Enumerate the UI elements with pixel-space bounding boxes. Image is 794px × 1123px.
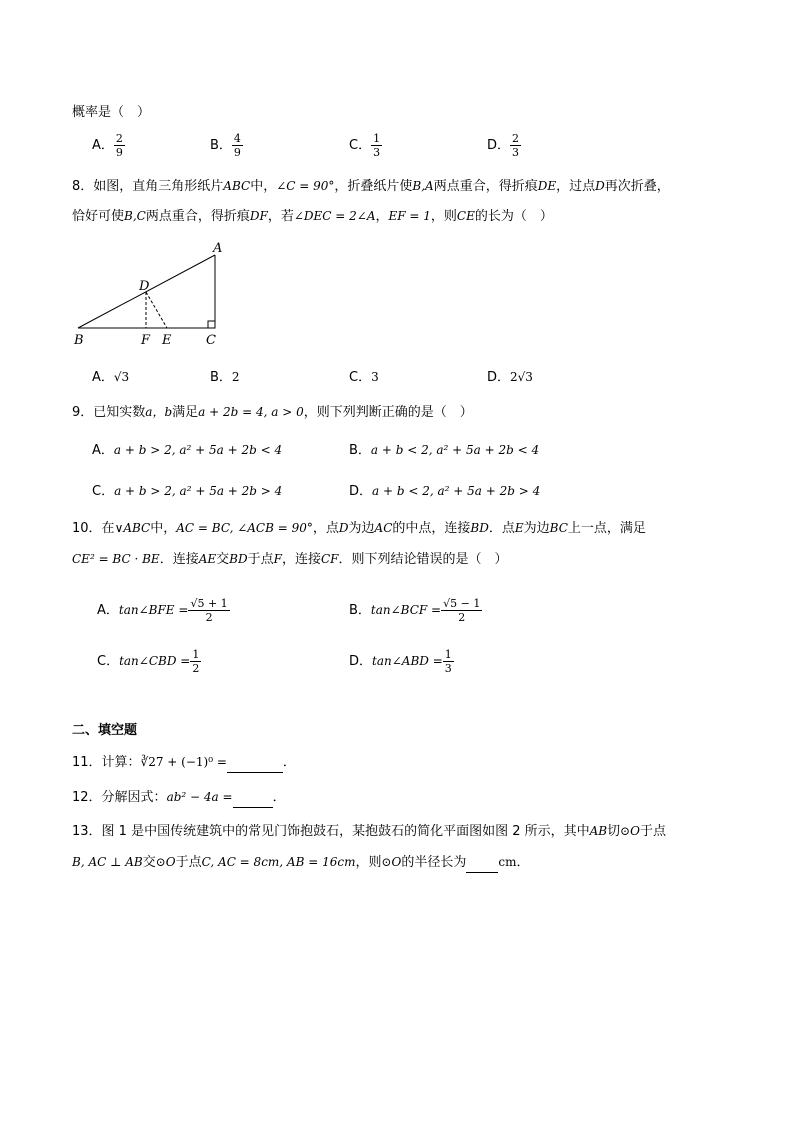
answer-blank[interactable] [466,854,498,873]
q9-option-c[interactable]: C．a + b > 2, a² + 5a + 2b > 4 [92,484,283,499]
q8-stem-line1: 8．如图，直角三角形纸片ABC中，∠C = 90°，折叠纸片使B,A两点重合，得折痕DE，过点D再次折叠， [72,179,670,194]
label-d: D [139,279,150,294]
label-f: F [141,333,151,348]
right-angle-mark [208,321,215,328]
q12-stem: 12．分解因式：ab² − 4a = ． [72,788,286,808]
label-b: B [74,333,84,348]
label-a: A [213,241,223,256]
fraction: $\frac{√5 - 1}{2}$ [443,597,481,624]
q9-option-a[interactable]: A．a + b > 2, a² + 5a + 2b < 4 [92,443,283,458]
q8-triangle-figure [60,238,240,350]
q10-option-b[interactable]: B．tan∠BCF = $\frac{√5 - 1}{2}$ [349,597,481,624]
fraction: $\frac{2}{9}$ [115,132,123,159]
q7-option-a[interactable] [92,132,125,159]
fraction: $\frac{1}{3}$ [373,132,381,159]
option-letter: C． [349,138,372,153]
fraction: $\frac{√5 + 1}{2}$ [190,597,228,624]
fraction: $\frac{2}{3}$ [512,132,520,159]
label-e: E [162,333,172,348]
q13-stem-line2: B, AC ⊥ AB交⊙O于点C, AC = 8cm, AB = 16cm，则⊙O的半径长为 cm． [72,853,530,873]
q11-stem: 11．计算：∛27 + (−1)⁰ = ． [72,753,296,773]
fraction: $\frac{1}{3}$ [444,648,452,675]
q8-option-d[interactable]: D．2√3 [487,370,533,385]
fraction: $\frac{1}{2}$ [192,648,200,675]
q10-stem-line2: CE² = BC · BE．连接AE交BD于点F，连接CF．则下列结论错误的是（ ） [72,552,508,567]
fold-line-de [146,292,167,328]
q10-option-d[interactable]: D．tan∠ABD = $\frac{1}{3}$ [349,648,452,675]
q8-option-a[interactable]: A．√3 [92,370,130,385]
q10-option-c[interactable]: C．tan∠CBD = $\frac{1}{2}$ [97,648,200,675]
q7-option-c[interactable] [349,132,382,159]
q10-option-a[interactable]: A．tan∠BFE = $\frac{√5 + 1}{2}$ [97,597,228,624]
label-c: C [206,333,216,348]
q9-stem: 9．已知实数a，b满足a + 2b = 4, a > 0，则下列判断正确的是（ ） [72,405,473,420]
q7-option-d[interactable] [487,132,521,159]
option-letter: D． [487,138,511,153]
q8-option-b[interactable]: B．2 [210,370,240,385]
fraction: $\frac{4}{9}$ [233,132,241,159]
q9-option-b[interactable]: B．a + b < 2, a² + 5a + 2b < 4 [349,443,540,458]
q7-stem-tail: 概率是（ ） [72,105,151,120]
q9-option-d[interactable]: D．a + b < 2, a² + 5a + 2b > 4 [349,484,541,499]
q7-option-b[interactable] [210,132,243,159]
answer-blank[interactable] [227,754,283,773]
option-letter: B． [210,138,232,153]
q8-option-c[interactable]: C．3 [349,370,379,385]
option-letter: A． [92,138,114,153]
q8-stem-line2: 恰好可使B,C两点重合，得折痕DF，若∠DEC = 2∠A，EF = 1，则CE的长为（ ） [72,209,553,224]
section-title: 二、填空题 [72,723,138,738]
q13-stem-line1: 13．图 1 是中国传统建筑中的常见门饰抱鼓石，某抱鼓石的简化平面图如图 2 所示，其中AB切⊙O于点 [72,824,667,839]
q10-stem-line1: 10．在∨ABC中，AC = BC, ∠ACB = 90°，点D为边AC的中点，连接BD．点E为边BC上一点，满足 [72,521,646,536]
answer-blank[interactable] [233,789,273,808]
